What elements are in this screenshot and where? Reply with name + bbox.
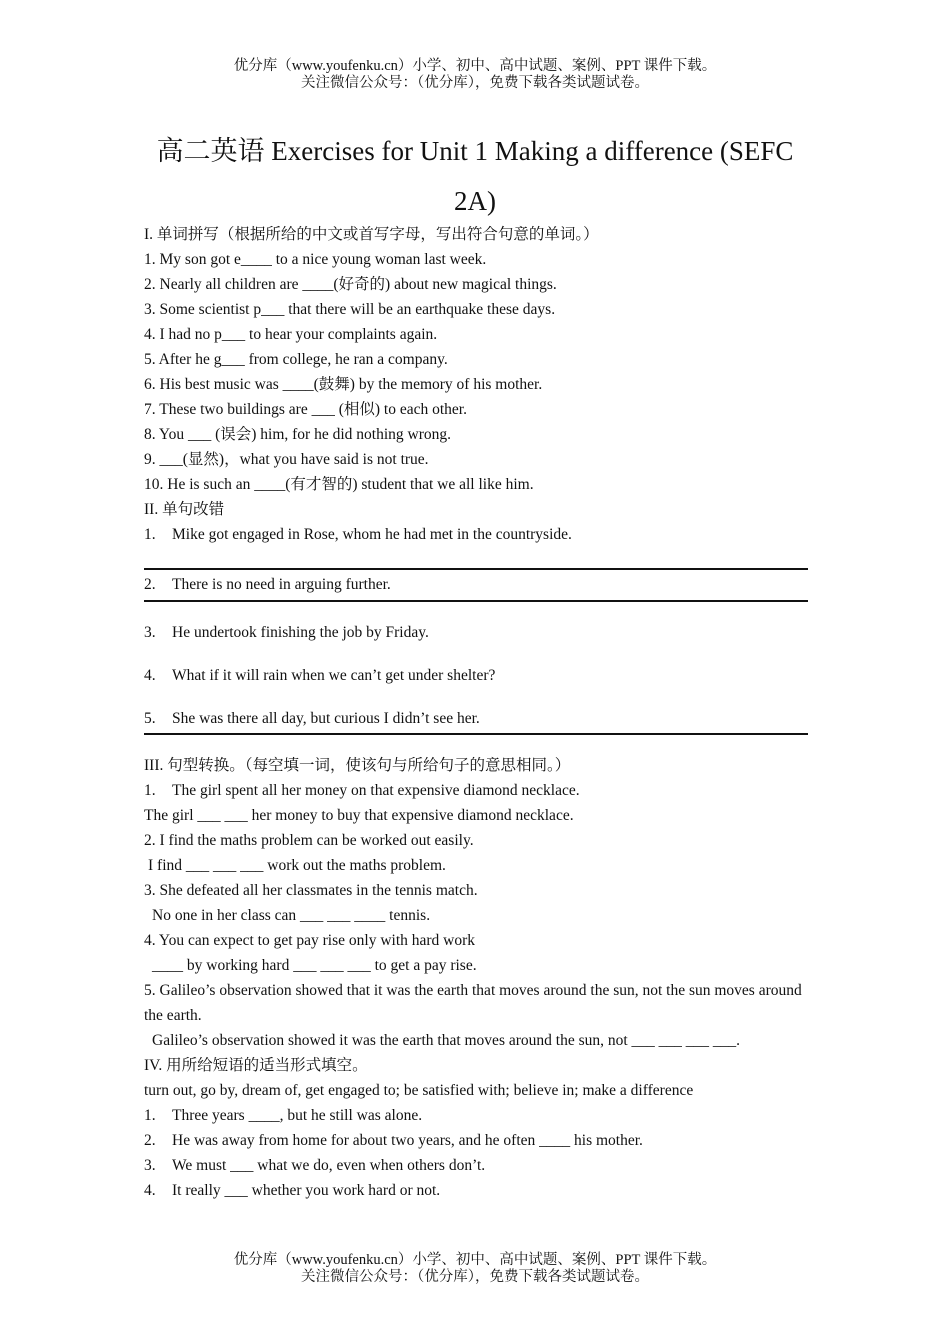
phrase-bank: turn out, go by, dream of, get engaged to; be satisfied with; believe in; make a difference	[144, 1082, 694, 1099]
s1-item: 8. You ___ (误会) him, for he did nothing wrong.	[144, 426, 451, 443]
s4-row	[144, 1128, 808, 1153]
section-1-heading: I. 单词拼写（根据所给的中文或首写字母，写出符合句意的单词。）	[144, 226, 599, 243]
s1-item: 1. My son got e____ to a nice young woman last week.	[144, 251, 487, 268]
s3-line: Galileo’s observation showed it was the earth that moves around the sun, not ___ ___ ___ ___.	[152, 1032, 741, 1049]
s2-row	[144, 522, 808, 568]
s3-line: I find ___ ___ ___ work out the maths problem.	[148, 857, 446, 874]
s2-num: 4.	[144, 667, 156, 684]
s4-num: 2.	[144, 1132, 156, 1149]
s3-line: 5. Galileo’s observation showed that it was the earth that moves around the sun, not the sun moves around the earth.	[144, 982, 802, 1024]
section-2-heading: II. 单句改错	[144, 501, 225, 518]
s3-line: ____ by working hard ___ ___ ___ to get a pay rise.	[152, 957, 477, 974]
page-header	[0, 58, 950, 92]
section-4-heading: IV. 用所给短语的适当形式填空。	[144, 1057, 368, 1074]
s2-num: 2.	[144, 576, 156, 593]
page-title: 高二英语 Exercises for Unit 1 Making a difference (SEFC 2A)	[156, 136, 794, 216]
s4-item: Three years ____, but he still was alone.	[172, 1107, 423, 1124]
s3-line: The girl ___ ___ her money to buy that expensive diamond necklace.	[144, 807, 574, 824]
s3-num: 1.	[144, 782, 156, 799]
s2-num: 5.	[144, 710, 156, 727]
s4-row	[144, 1103, 808, 1128]
s2-item: Mike got engaged in Rose, whom he had met in the countryside.	[172, 526, 572, 543]
s3-line: 4. You can expect to get pay rise only with hard work	[144, 932, 476, 949]
s2-row	[144, 663, 808, 688]
s2-item: She was there all day, but curious I didn’t see her.	[172, 710, 480, 727]
s4-item: It really ___ whether you work hard or not.	[172, 1182, 441, 1199]
s1-item: 10. He is such an ____(有才智的) student that we all like him.	[144, 476, 534, 493]
s2-num: 1.	[144, 526, 156, 543]
footer-line-2: 关注微信公众号：（优分库），免费下载各类试题试卷。	[301, 1269, 649, 1285]
s3-line: 2. I find the maths problem can be worked out easily.	[144, 832, 474, 849]
s1-item: 5. After he g___ from college, he ran a company.	[144, 351, 448, 368]
s1-item: 3. Some scientist p___ that there will be an earthquake these days.	[144, 301, 556, 318]
s3-line: 3. She defeated all her classmates in the tennis match.	[144, 882, 478, 899]
s2-item: What if it will rain when we can’t get under shelter?	[172, 667, 496, 684]
s4-num: 3.	[144, 1157, 156, 1174]
s1-item: 7. These two buildings are ___ (相似) to each other.	[144, 401, 467, 418]
s4-row	[144, 1153, 808, 1178]
header-line-1: 优分库（www.youfenku.cn）小学、初中、高中试题、案例、PPT 课件下载。	[233, 58, 717, 74]
s4-item: We must ___ what we do, even when others don’t.	[172, 1157, 486, 1174]
s2-row	[144, 570, 808, 600]
s1-item: 2. Nearly all children are ____(好奇的) about new magical things.	[144, 276, 557, 293]
s2-row	[144, 706, 808, 731]
s2-item: He undertook finishing the job by Friday.	[172, 624, 429, 641]
header-line-2: 关注微信公众号：（优分库），免费下载各类试题试卷。	[301, 75, 649, 91]
s2-num: 3.	[144, 624, 156, 641]
s1-item: 4. I had no p___ to hear your complaints again.	[144, 326, 438, 343]
s3-line: No one in her class can ___ ___ ____ tennis.	[152, 907, 431, 924]
s4-row	[144, 1178, 808, 1203]
s4-num: 4.	[144, 1182, 156, 1199]
section-3-heading: III. 句型转换。（每空填一词，使该句与所给句子的意思相同。）	[144, 757, 571, 774]
exercise-body	[144, 222, 808, 1203]
s4-item: He was away from home for about two years, and he often ____ his mother.	[172, 1132, 643, 1149]
s1-item: 9. ___(显然)，what you have said is not true.	[144, 451, 429, 468]
s3-text: The girl spent all her money on that expensive diamond necklace.	[172, 782, 580, 799]
s1-item: 6. His best music was ____(鼓舞) by the memory of his mother.	[144, 376, 543, 393]
page-footer	[0, 1252, 950, 1286]
s2-row	[144, 620, 808, 645]
footer-line-1: 优分库（www.youfenku.cn）小学、初中、高中试题、案例、PPT 课件下载。	[233, 1252, 717, 1268]
s4-num: 1.	[144, 1107, 156, 1124]
s3-line	[144, 778, 808, 803]
s2-item: There is no need in arguing further.	[172, 576, 391, 593]
